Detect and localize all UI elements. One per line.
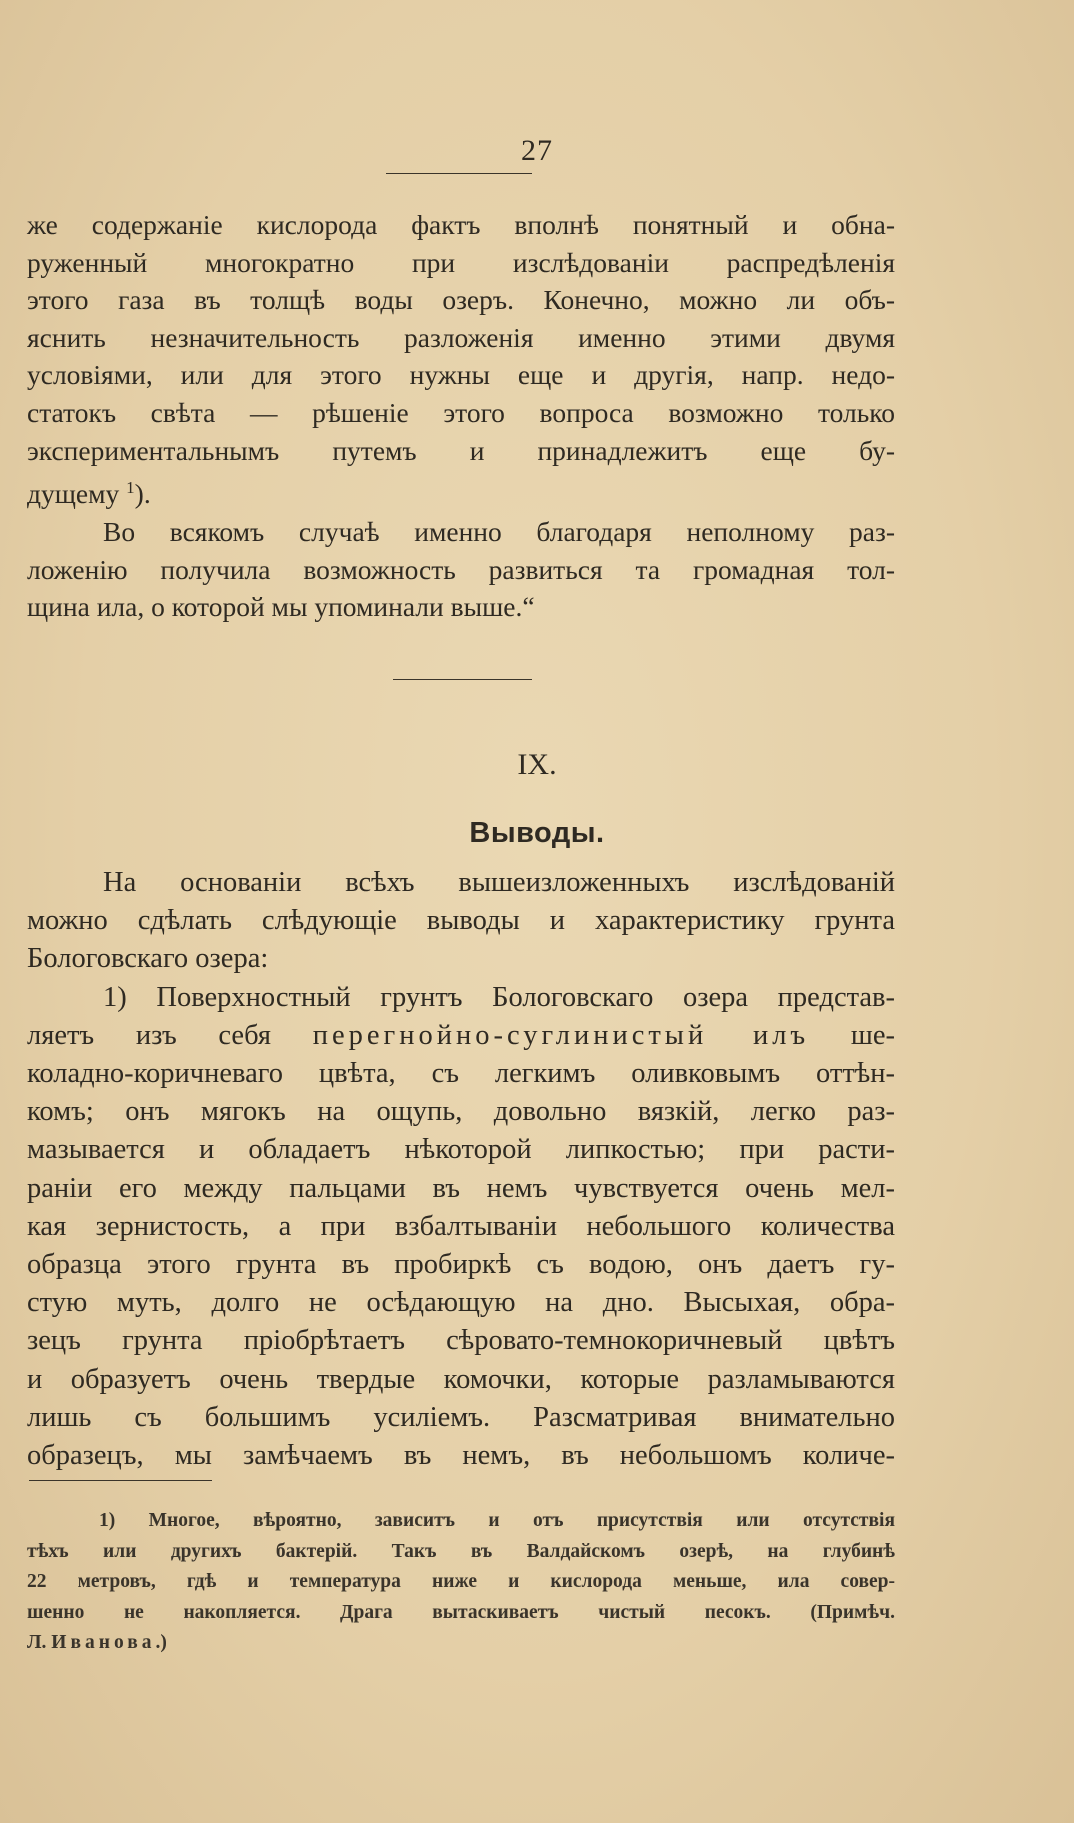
text-fragment: .) <box>155 1632 167 1653</box>
page-number: 27 <box>521 134 553 167</box>
text-line: комъ; онъ мягокъ на ощупь, довольно вязкій, легко раз- <box>27 1096 895 1128</box>
text-line: раніи его между пальцами въ немъ чувствуется очень мел- <box>27 1172 895 1204</box>
footnote-rule <box>29 1480 212 1481</box>
text-line: образца этого грунта въ пробиркѣ съ водою, онъ даетъ гу- <box>27 1249 895 1281</box>
text-line: кая зернистость, а при взбалтываніи небольшого количества <box>27 1210 895 1242</box>
text-line: условіями, или для этого нужны еще и другія, напр. недо- <box>27 359 895 391</box>
text-fragment: дущему <box>27 478 127 510</box>
text-line: зецъ грунта пріобрѣтаетъ сѣровато-темнокоричневый цвѣтъ <box>27 1325 895 1357</box>
text-line: руженный многократно при изслѣдованіи распредѣленія <box>27 246 895 278</box>
text-line: лишь съ большимъ усиліемъ. Разсматривая внимательно <box>27 1401 895 1433</box>
footnote-reference[interactable]: 1 <box>126 478 135 498</box>
text-line: яснить незначительность разложенія именно этими двумя <box>27 321 895 353</box>
footnote-line: 1) Многое, вѣроятно, зависитъ и отъ присутствія или отсутствія <box>99 1510 895 1531</box>
text-fragment: ше- <box>809 1019 896 1051</box>
text-fragment: Л. <box>27 1632 52 1653</box>
text-fragment: ляетъ изъ себя <box>27 1019 313 1051</box>
continued-text <box>27 206 895 626</box>
text-fragment: ). <box>134 478 151 510</box>
text-line: Во всякомъ случаѣ именно благодаря неполному раз- <box>103 515 895 547</box>
footnote-line <box>27 1628 895 1659</box>
text-line: этого газа въ толщѣ воды озеръ. Конечно, можно ли объ- <box>27 284 895 316</box>
emphasized-term: перегнойно-суглинистый илъ <box>312 1019 810 1051</box>
text-line: стую муть, долго не осѣдающую на дно. Высыхая, обра- <box>27 1287 895 1319</box>
section-divider <box>393 679 532 680</box>
text-line: экспериментальнымъ путемъ и принадлежитъ еще бу- <box>27 434 895 466</box>
section-title: Выводы. <box>469 817 605 849</box>
text-line: статокъ свѣта — рѣшеніе этого вопроса возможно только <box>27 396 895 428</box>
footnote-line: 22 метровъ, гдѣ и температура ниже и кислорода меньше, ила совер- <box>27 1571 895 1592</box>
text-line: можно сдѣлать слѣдующіе выводы и характеристику грунта <box>27 905 895 937</box>
conclusions-text <box>27 864 895 1475</box>
text-line: же содержаніе кислорода фактъ вполнѣ понятный и обна- <box>27 209 895 240</box>
text-line: образецъ, мы замѣчаемъ въ немъ, въ небольшомъ количе- <box>27 1440 895 1472</box>
text-line <box>27 469 895 513</box>
text-line: коладно-коричневаго цвѣта, съ легкимъ оливковымъ оттѣн- <box>27 1058 895 1090</box>
footnote <box>27 1506 895 1659</box>
section-number: IX. <box>517 748 557 781</box>
text-line: Бологовскаго озера: <box>27 943 269 975</box>
footnote-line: тѣхъ или другихъ бактерій. Такъ въ Валдайскомъ озерѣ, на глубинѣ <box>27 1540 895 1562</box>
header-rule <box>386 173 532 174</box>
text-line: На основаніи всѣхъ вышеизложенныхъ изслѣдованій <box>103 867 895 898</box>
text-line: 1) Поверхностный грунтъ Бологовскаго озера представ- <box>103 981 895 1013</box>
text-line: щина ила, о которой мы упоминали выше.“ <box>27 591 535 623</box>
footnote-line: шенно не накопляется. Драга вытаскиваетъ чистый песокъ. (Примѣч. <box>27 1601 895 1623</box>
text-line <box>27 1017 895 1055</box>
text-line: ложенію получила возможность развиться та громадная тол- <box>27 553 895 585</box>
footnote-author: Иванова <box>51 1632 156 1653</box>
text-line: мазывается и обладаетъ нѣкоторой липкостью; при расти- <box>27 1134 895 1166</box>
text-line: и образуетъ очень твердые комочки, которые разламываются <box>27 1363 895 1395</box>
